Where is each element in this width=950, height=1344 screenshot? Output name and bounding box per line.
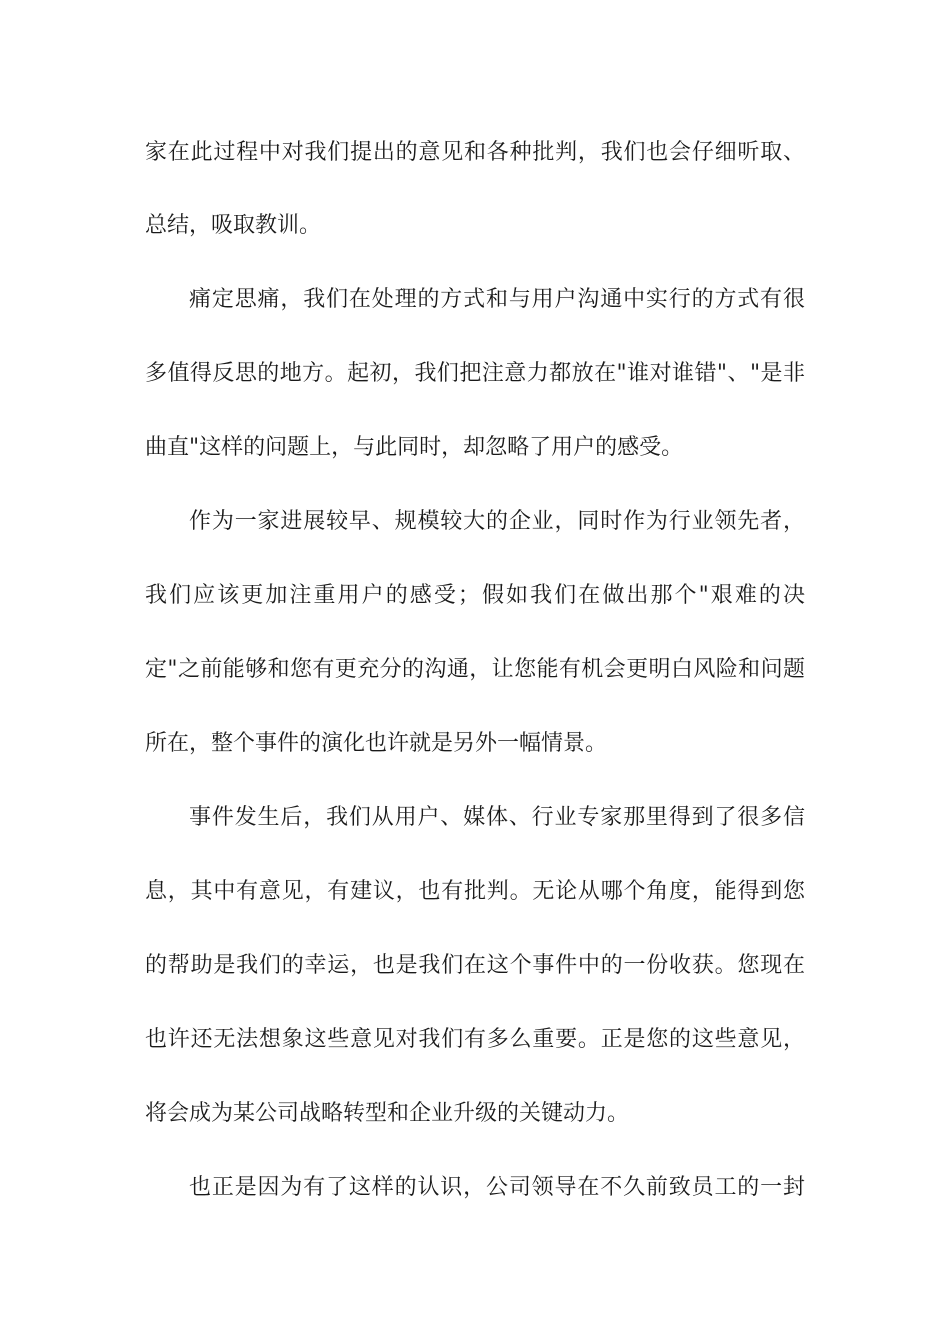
- text-line: 总结，吸取教训。: [145, 213, 322, 238]
- text-line: 曲直"这样的问题上，与此同时，却忽略了用户的感受。: [145, 435, 684, 460]
- text-line: 多值得反思的地方。起初，我们把注意力都放在"谁对谁错"、"是非: [145, 361, 805, 386]
- text-line: 定"之前能够和您有更充分的沟通，让您能有机会更明白风险和问题: [145, 657, 805, 682]
- text-line: 也许还无法想象这些意见对我们有多么重要。正是您的这些意见，: [145, 1027, 805, 1052]
- text-line: 痛定思痛，我们在处理的方式和与用户沟通中实行的方式有很: [189, 287, 805, 312]
- text-line: 也正是因为有了这样的认识，公司领导在不久前致员工的一封: [189, 1175, 805, 1200]
- text-line: 将会成为某公司战略转型和企业升级的关键动力。: [145, 1101, 630, 1126]
- text-line: 事件发生后，我们从用户、媒体、行业专家那里得到了很多信: [189, 805, 805, 830]
- text-line: 作为一家进展较早、规模较大的企业，同时作为行业领先者，: [189, 509, 805, 534]
- text-line: 息，其中有意见，有建议，也有批判。无论从哪个角度，能得到您: [145, 879, 805, 904]
- text-line: 的帮助是我们的幸运，也是我们在这个事件中的一份收获。您现在: [145, 953, 805, 978]
- text-line: 所在，整个事件的演化也许就是另外一幅情景。: [145, 731, 608, 756]
- text-line: 家在此过程中对我们提出的意见和各种批判，我们也会仔细听取、: [145, 140, 805, 165]
- text-line: 我们应该更加注重用户的感受；假如我们在做出那个"艰难的决: [145, 583, 805, 608]
